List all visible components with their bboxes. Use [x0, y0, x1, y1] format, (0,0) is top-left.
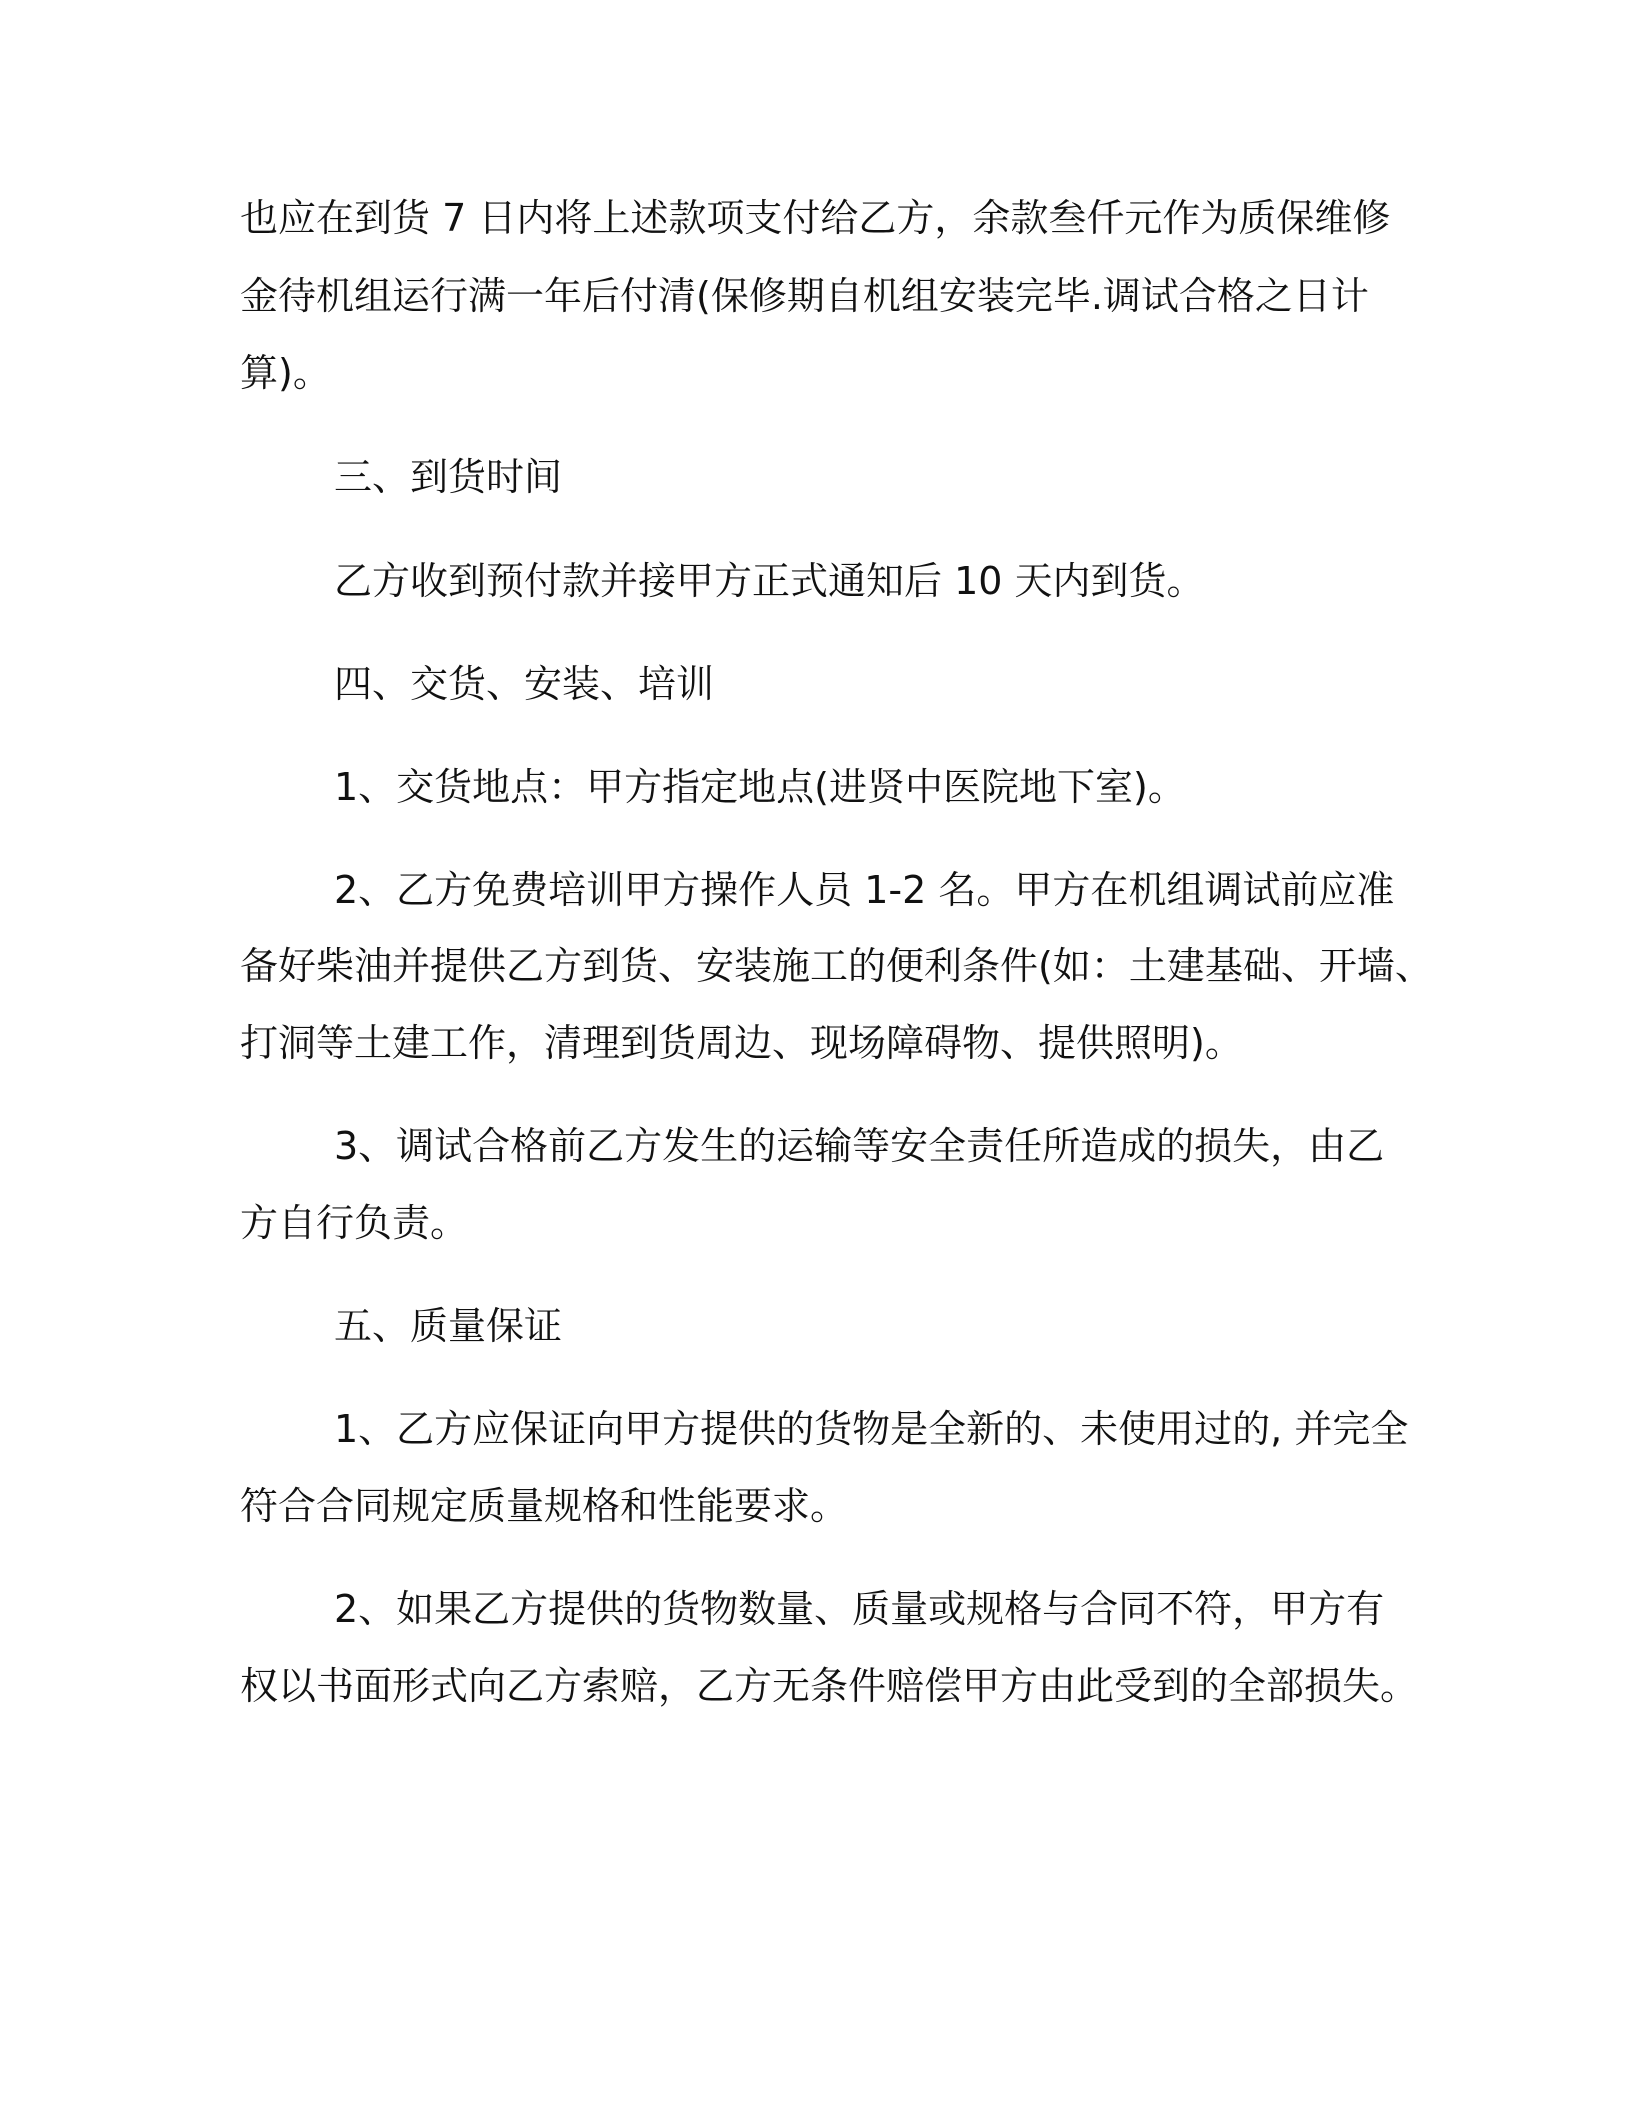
section-4-heading: 四、交货、安装、培训: [334, 662, 715, 706]
section-5-item-1-line-2: 符合合同规定质量规格和性能要求。: [240, 1484, 849, 1528]
payment-text-line-1: 也应在到货 7 日内将上述款项支付给乙方，余款叁仟元作为质保维修: [240, 196, 1391, 240]
section-4-item-3-line-1: 3、调试合格前乙方发生的运输等安全责任所造成的损失，由乙: [334, 1124, 1385, 1168]
section-5-item-2-line-2: 权以书面形式向乙方索赔，乙方无条件赔偿甲方由此受到的全部损失。: [240, 1664, 1419, 1708]
section-5-item-2-line-1: 2、如果乙方提供的货物数量、质量或规格与合同不符，甲方有: [334, 1587, 1385, 1631]
section-4-item-2-line-2: 备好柴油并提供乙方到货、安装施工的便利条件(如：土建基础、开墙、: [240, 944, 1433, 988]
payment-text-line-3: 算)。: [240, 351, 331, 395]
section-3-heading: 三、到货时间: [334, 455, 563, 499]
section-4-item-2-line-1: 2、乙方免费培训甲方操作人员 1-2 名。甲方在机组调试前应准: [334, 868, 1395, 912]
section-5-heading: 五、质量保证: [334, 1304, 563, 1348]
section-4-item-1: 1、交货地点：甲方指定地点(进贤中医院地下室)。: [334, 765, 1186, 809]
section-4-item-2-line-3: 打洞等土建工作，清理到货周边、现场障碍物、提供照明)。: [240, 1021, 1243, 1065]
payment-text-line-2: 金待机组运行满一年后付清(保修期自机组安装完毕.调试合格之日计: [240, 274, 1369, 318]
section-5-item-1-line-1: 1、乙方应保证向甲方提供的货物是全新的、未使用过的, 并完全: [334, 1407, 1409, 1451]
section-3-body: 乙方收到预付款并接甲方正式通知后 10 天内到货。: [334, 559, 1205, 603]
section-4-item-3-line-2: 方自行负责。: [240, 1201, 469, 1245]
